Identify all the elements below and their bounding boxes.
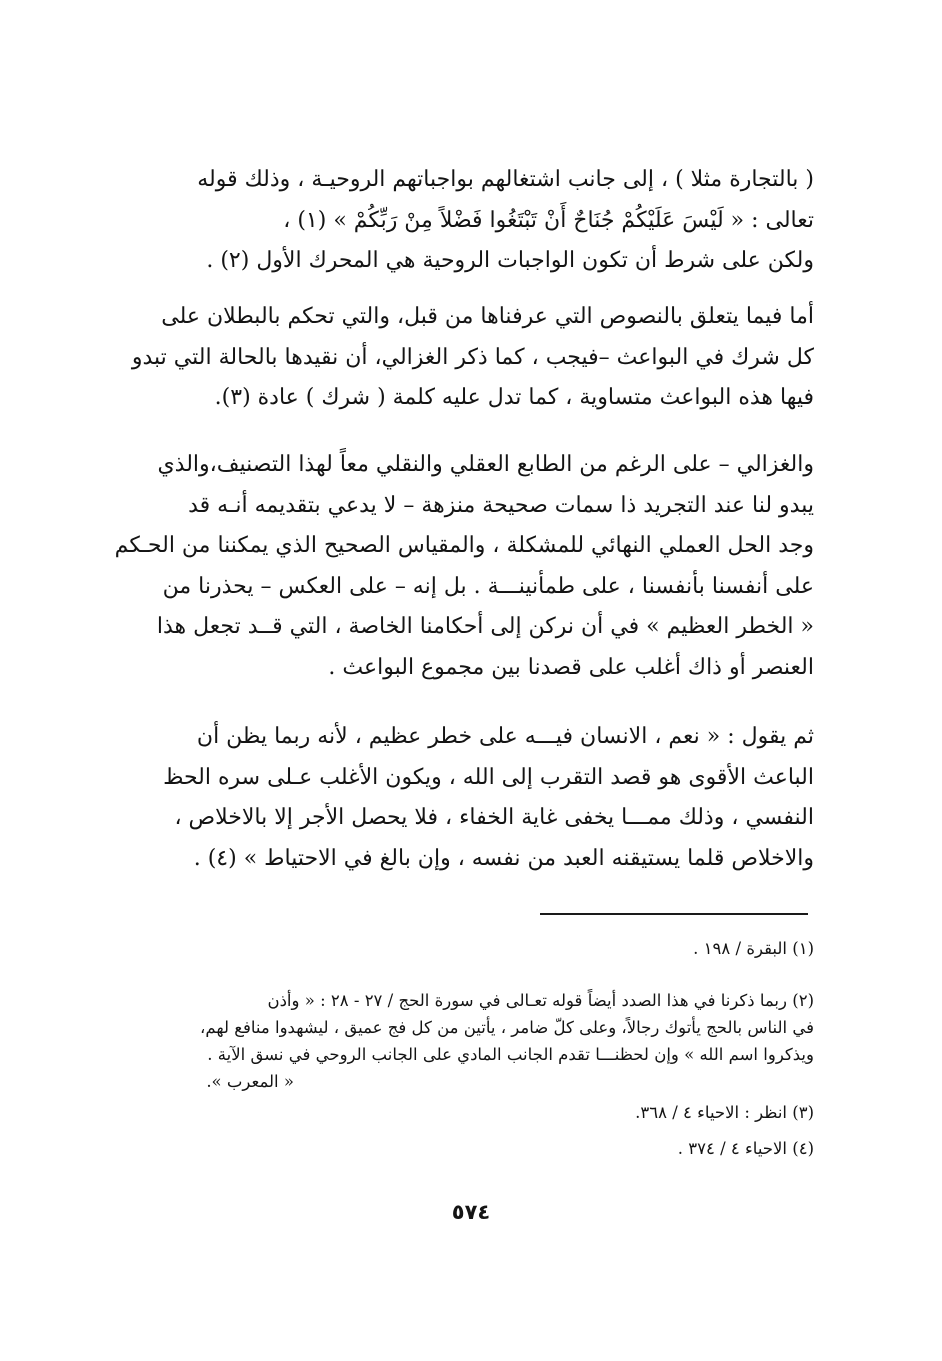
text-line: الباعث الأقوى هو قصد التقرب إلى الله ، ويكون الأغلب عـلى سره الحظ bbox=[163, 764, 814, 790]
footnote-4 bbox=[134, 1135, 814, 1162]
footnote-line: في الناس بالحج يأتوك رجالاً، وعلى كلّ ضامر ، يأتين من كل فج عميق ، ليشهدوا منافع لهم، bbox=[200, 1018, 814, 1037]
paragraph-2 bbox=[131, 297, 814, 419]
text-line: تعالى : « لَيْسَ عَلَيْكُمْ جُنَاحٌ أَنْ تَبْتَغُوا فَضْلاً مِنْ رَبِّكُمْ » (١) ، bbox=[283, 207, 814, 233]
paragraph-1 bbox=[134, 160, 814, 282]
text-line: فيها هذه البواعث متساوية ، كما تدل عليه كلمة ( شرك ) عادة (٣). bbox=[214, 385, 814, 410]
text-line: ( بالتجارة مثلا ) ، إلى جانب اشتغالهم بواجباتهم الروحيـة ، وذلك قوله bbox=[197, 167, 814, 192]
text-line: والغزالي – على الرغم من الطابع العقلي والنقلي معاً لهذا التصنيف،والذي bbox=[157, 452, 814, 477]
text-line: ثم يقول : « نعم ، الانسان فيـــه على خطر عظيم ، لأنه ربما يظن أن bbox=[196, 724, 814, 749]
footnote-line: (٣) انظر : الاحياء ٤ / ٣٦٨. bbox=[635, 1103, 814, 1122]
text-line: والاخلاص قلما يستيقنه العبد من نفسه ، وإن بالغ في الاحتياط » (٤) . bbox=[193, 845, 814, 871]
text-line: ولكن على شرط أن تكون الواجبات الروحية هي المحرك الأول (٢) . bbox=[206, 248, 814, 273]
footnote-line: (١) البقرة / ١٩٨ . bbox=[693, 939, 814, 958]
text-line: النفسي ، وذلك ممـــا يخفى غاية الخفاء ، فلا يحصل الأجر إلا بالاخلاص ، bbox=[174, 805, 814, 830]
text-line: وجد الحل العملي النهائي للمشكلة ، والمقياس الصحيح الذي يمكننا من الحـكم bbox=[114, 533, 814, 558]
paragraph-4 bbox=[134, 717, 814, 879]
footnote-1 bbox=[134, 935, 814, 962]
text-line: كل شرك في البواعث –فيجب ، كما ذكر الغزالي، أن نقيدها بالحالة التي تبدو bbox=[131, 344, 814, 370]
page-number: ٥٧٤ bbox=[451, 1200, 491, 1224]
footnote-2 bbox=[134, 987, 814, 1095]
text-line: على أنفسنا بأنفسنا ، على طمأنينـــة . بل إنه – على العكس – يحذرنا من bbox=[162, 573, 814, 599]
footnote-line: (٤) الاحياء ٤ / ٣٧٤ . bbox=[677, 1139, 814, 1158]
footnote-separator bbox=[540, 913, 808, 915]
footnote-attribution: « المعرب ». bbox=[206, 1072, 294, 1091]
text-line: يبدو لنا عند التجريد ذا سمات صحيحة منزهة – لا يدعي بتقديمه أنـه قد bbox=[188, 492, 814, 518]
footnote-line: ويذكروا اسم الله » وإن لحظنـــا تقدم الجانب المادي على الجانب الروحي في نسق الآية . bbox=[207, 1045, 814, 1064]
text-line: العنصر أو ذاك أغلب على قصدنا بين مجموع البواعث . bbox=[328, 654, 814, 680]
paragraph-3 bbox=[114, 445, 814, 688]
text-line: أما فيما يتعلق بالنصوص التي عرفناها من قبل، والتي تحكم بالبطلان على bbox=[161, 304, 814, 329]
footnote-line: (٢) ربما ذكرنا في هذا الصدد أيضاً قوله تعـالى في سورة الحج / ٢٧ - ٢٨ : « وأذن bbox=[267, 991, 814, 1010]
text-line: « الخطر العظيم » في أن نركن إلى أحكامنا الخاصة ، التي قــد تجعل هذا bbox=[156, 614, 814, 639]
footnote-3 bbox=[134, 1099, 814, 1126]
